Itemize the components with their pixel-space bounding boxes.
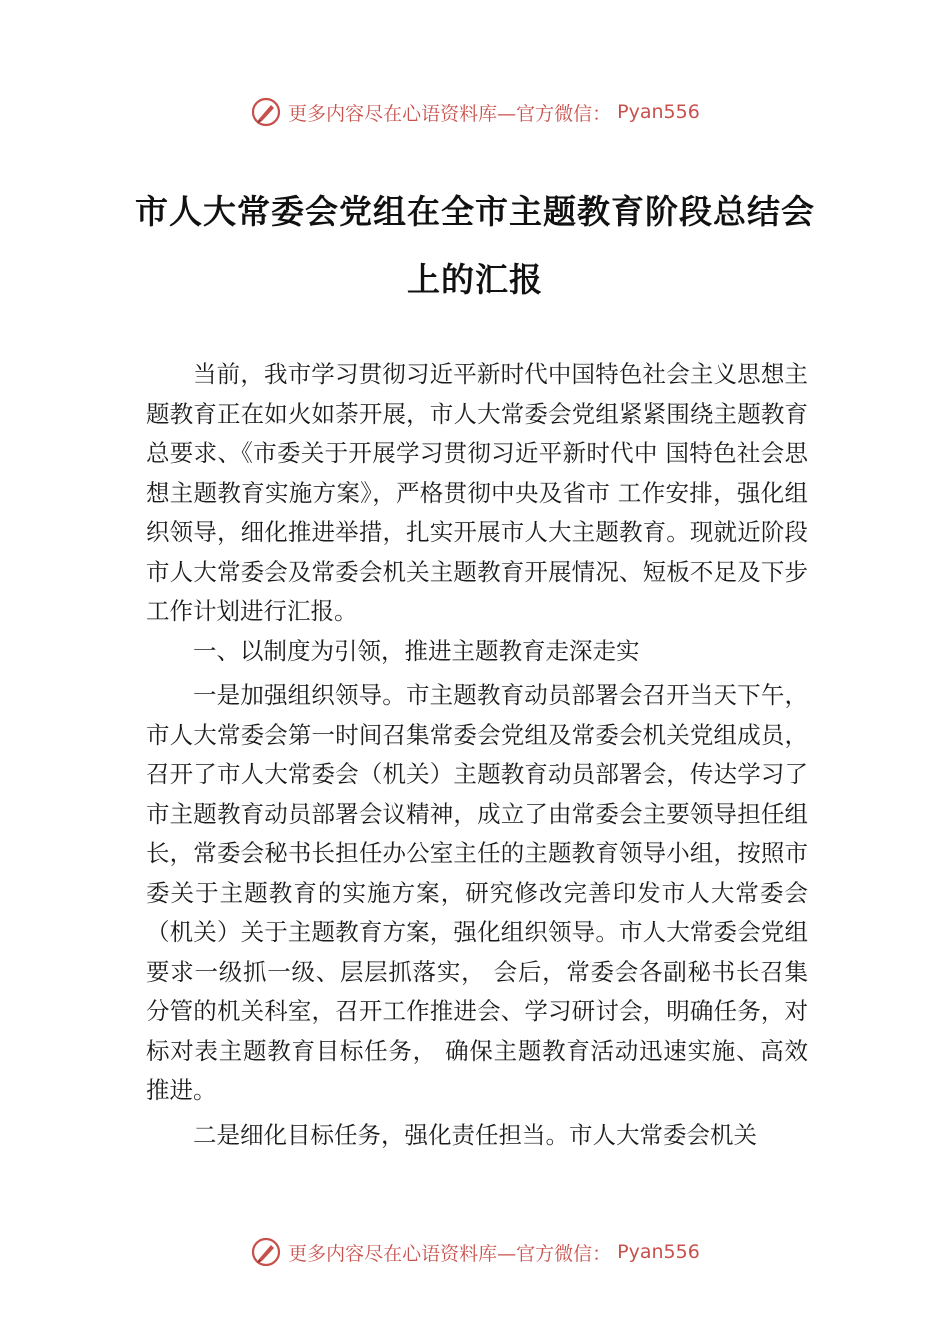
watermark-header bbox=[0, 96, 950, 128]
paragraph-organization: 一是加强组织领导。市主题教育动员部署会召开当天下午，市人大常委会第一时间召集常委会党组及常委会机关党组成员，召开了市人大常委会（机关）主题教育动员部署会，传达学习了市主题教育动员部署会议精神，成立了由常委会主要领导担任组长，常委会秘书长担任办公室主任的主题教育领导小组，按照市委关于主题教育的实施方案，研究修改完善印发市人大常委会（机关）关于主题教育方案，强化组织领导。市人大常委会党组要求一级抓一级、层层抓落实， 会后，常委会各副秘书长召集分管的机关科室，召开工作推进会、学习研讨会，明确任务，对标对表主题教育目标任务， 确保主题教育活动迅速实施、高效推进。 bbox=[146, 681, 808, 1104]
paragraph-targets: 二是细化目标任务，强化责任担当。市人大常委会机关 bbox=[193, 1120, 757, 1149]
watermark-text: 更多内容尽在心语资料库—官方微信： bbox=[288, 102, 612, 125]
document-title: 市人大常委会党组在全市主题教育阶段总结会上的汇报 bbox=[135, 192, 815, 299]
document-body bbox=[146, 355, 808, 1155]
watermark-handle: Pyan556 bbox=[617, 101, 700, 123]
section-heading: 一、以制度为引领，推进主题教育走深走实 bbox=[193, 636, 640, 665]
watermark-footer bbox=[0, 1236, 950, 1268]
watermark-text: 更多内容尽在心语资料库—官方微信： bbox=[288, 1242, 612, 1265]
pen-logo-icon bbox=[250, 1236, 282, 1268]
paragraph-intro: 当前，我市学习贯彻习近平新时代中国特色社会主义思想主题教育正在如火如荼开展，市人大常委会党组紧紧围绕主题教育总要求、《市委关于开展学习贯彻习近平新时代中 国特色社会思想主题教育实施方案》，严格贯彻中央及省市 工作安排，强化组织领导，细化推进举措，扎实开展市人大主题教育。现就近阶段市人大常委会及常委会机关主题教育开展情况、短板不足及下步工作计划进行汇报。 bbox=[146, 360, 808, 625]
pen-logo-icon bbox=[250, 96, 282, 128]
watermark-handle: Pyan556 bbox=[617, 1241, 700, 1263]
